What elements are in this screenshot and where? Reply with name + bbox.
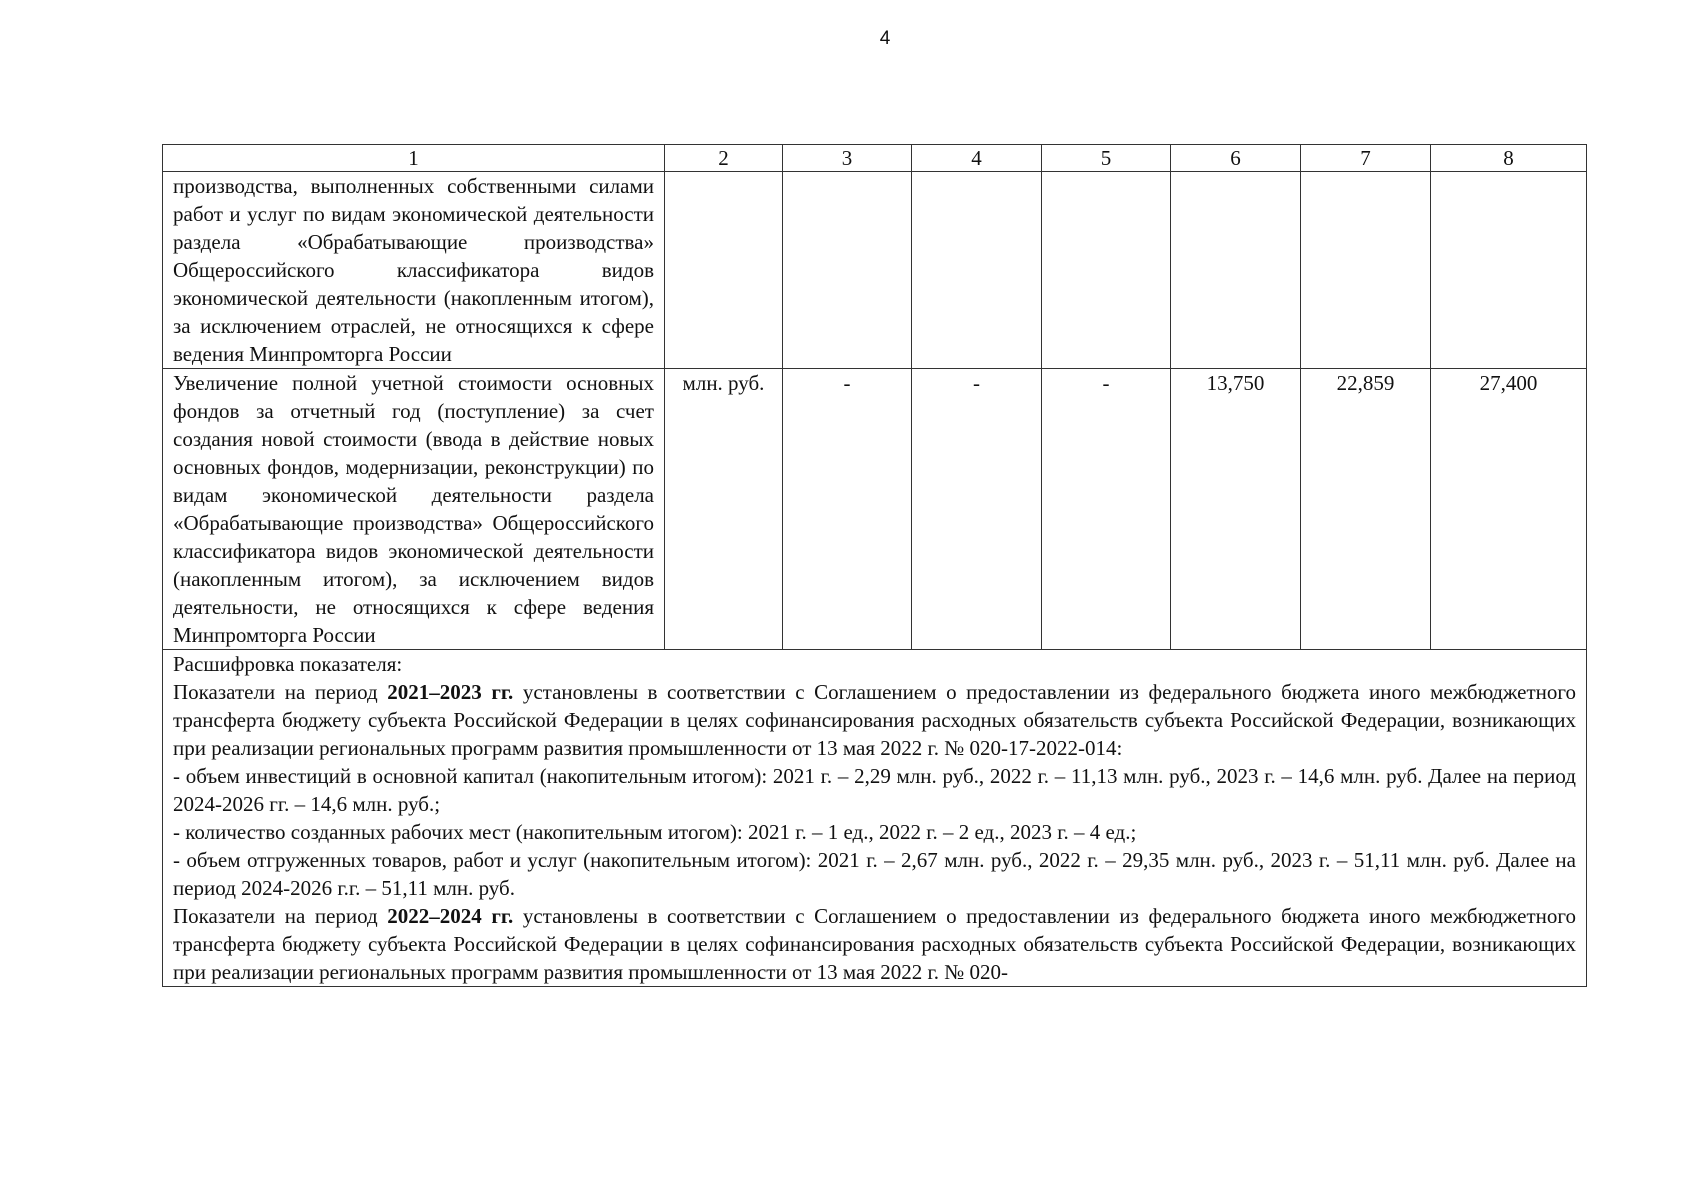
- notes-list-item: - объем инвестиций в основной капитал (накопительным итогом): 2021 г. – 2,29 млн. руб., 2022 г. – 11,13 млн. руб., 2023 г. – 14,6 млн. руб. Далее на период 2024-2026 гг. – 14,6 млн. руб.;: [173, 764, 1576, 816]
- column-header: 8: [1431, 145, 1587, 172]
- table-row: [163, 172, 1587, 369]
- value-cell: -: [783, 369, 912, 650]
- table-cell: [1171, 172, 1301, 369]
- table-cell: [665, 172, 783, 369]
- notes-text: Показатели на период: [173, 680, 388, 704]
- column-header: 2: [665, 145, 783, 172]
- note-row: [163, 650, 1587, 987]
- value-cell: -: [912, 369, 1042, 650]
- notes-period: 2022–2024 гг.: [387, 904, 514, 928]
- indicator-description: Увеличение полной учетной стоимости основных фондов за отчетный год (поступление) за счет создания новой стоимости (ввода в действие новых основных фондов, модернизации, реконструкции) по видам экономической деятельности раздела «Обрабатывающие производства» Общероссийского классификатора видов экономической деятельности (накопленным итогом), за исключением видов деятельности, не относящихся к сфере ведения Минпромторга России: [163, 369, 665, 650]
- column-header: 4: [912, 145, 1042, 172]
- notes-paragraph: [173, 678, 1576, 762]
- notes-title: Расшифровка показателя:: [173, 652, 403, 676]
- notes-text: установлены в соответствии с Соглашением о предоставлении из федерального бюджета иного межбюджетного трансферта бюджету субъекта Российской Федерации в целях софинансирования расходных обязательств субъекта Российской Федерации, возникающих при реализации региональных программ развития промышленности от 13 мая 2022 г. № 020-17-2022-014:: [173, 680, 1576, 760]
- column-header: 6: [1171, 145, 1301, 172]
- notes-text: Показатели на период: [173, 904, 388, 928]
- value-cell: 13,750: [1171, 369, 1301, 650]
- indicators-table: [162, 144, 1587, 987]
- table-cell: [1431, 172, 1587, 369]
- indicator-description: производства, выполненных собственными силами работ и услуг по видам экономической деятельности раздела «Обрабатывающие производства» Общероссийского классификатора видов экономической деятельности (накопленным итогом), за исключением отраслей, не относящихся к сфере ведения Минпромторга России: [163, 172, 665, 369]
- value-cell: 27,400: [1431, 369, 1587, 650]
- column-header: 7: [1301, 145, 1431, 172]
- notes-list-item: - количество созданных рабочих мест (накопительным итогом): 2021 г. – 1 ед., 2022 г. – 2 ед., 2023 г. – 4 ед.;: [173, 820, 1137, 844]
- notes-list-item: - объем отгруженных товаров, работ и услуг (накопительным итогом): 2021 г. – 2,67 млн. руб., 2022 г. – 29,35 млн. руб., 2023 г. – 51,11 млн. руб. Далее на период 2024-2026 г.г. – 51,11 млн. руб.: [173, 848, 1576, 900]
- indicator-notes: [163, 650, 1587, 987]
- table-header-row: [163, 145, 1587, 172]
- table-cell: [1042, 172, 1171, 369]
- value-cell: -: [1042, 369, 1171, 650]
- page-number: 4: [879, 28, 891, 49]
- table-cell: [783, 172, 912, 369]
- column-header: 1: [163, 145, 665, 172]
- notes-text: установлены в соответствии с Соглашением о предоставлении из федерального бюджета иного межбюджетного трансферта бюджету субъекта Российской Федерации в целях софинансирования расходных обязательств субъекта Российской Федерации, возникающих при реализации региональных программ развития промышленности от 13 мая 2022 г. № 020-: [173, 904, 1576, 984]
- table-row: [163, 369, 1587, 650]
- table-cell: [1301, 172, 1431, 369]
- notes-period: 2021–2023 гг.: [387, 680, 514, 704]
- unit-cell: млн. руб.: [665, 369, 783, 650]
- column-header: 5: [1042, 145, 1171, 172]
- table-cell: [912, 172, 1042, 369]
- notes-paragraph: [173, 902, 1576, 986]
- column-header: 3: [783, 145, 912, 172]
- value-cell: 22,859: [1301, 369, 1431, 650]
